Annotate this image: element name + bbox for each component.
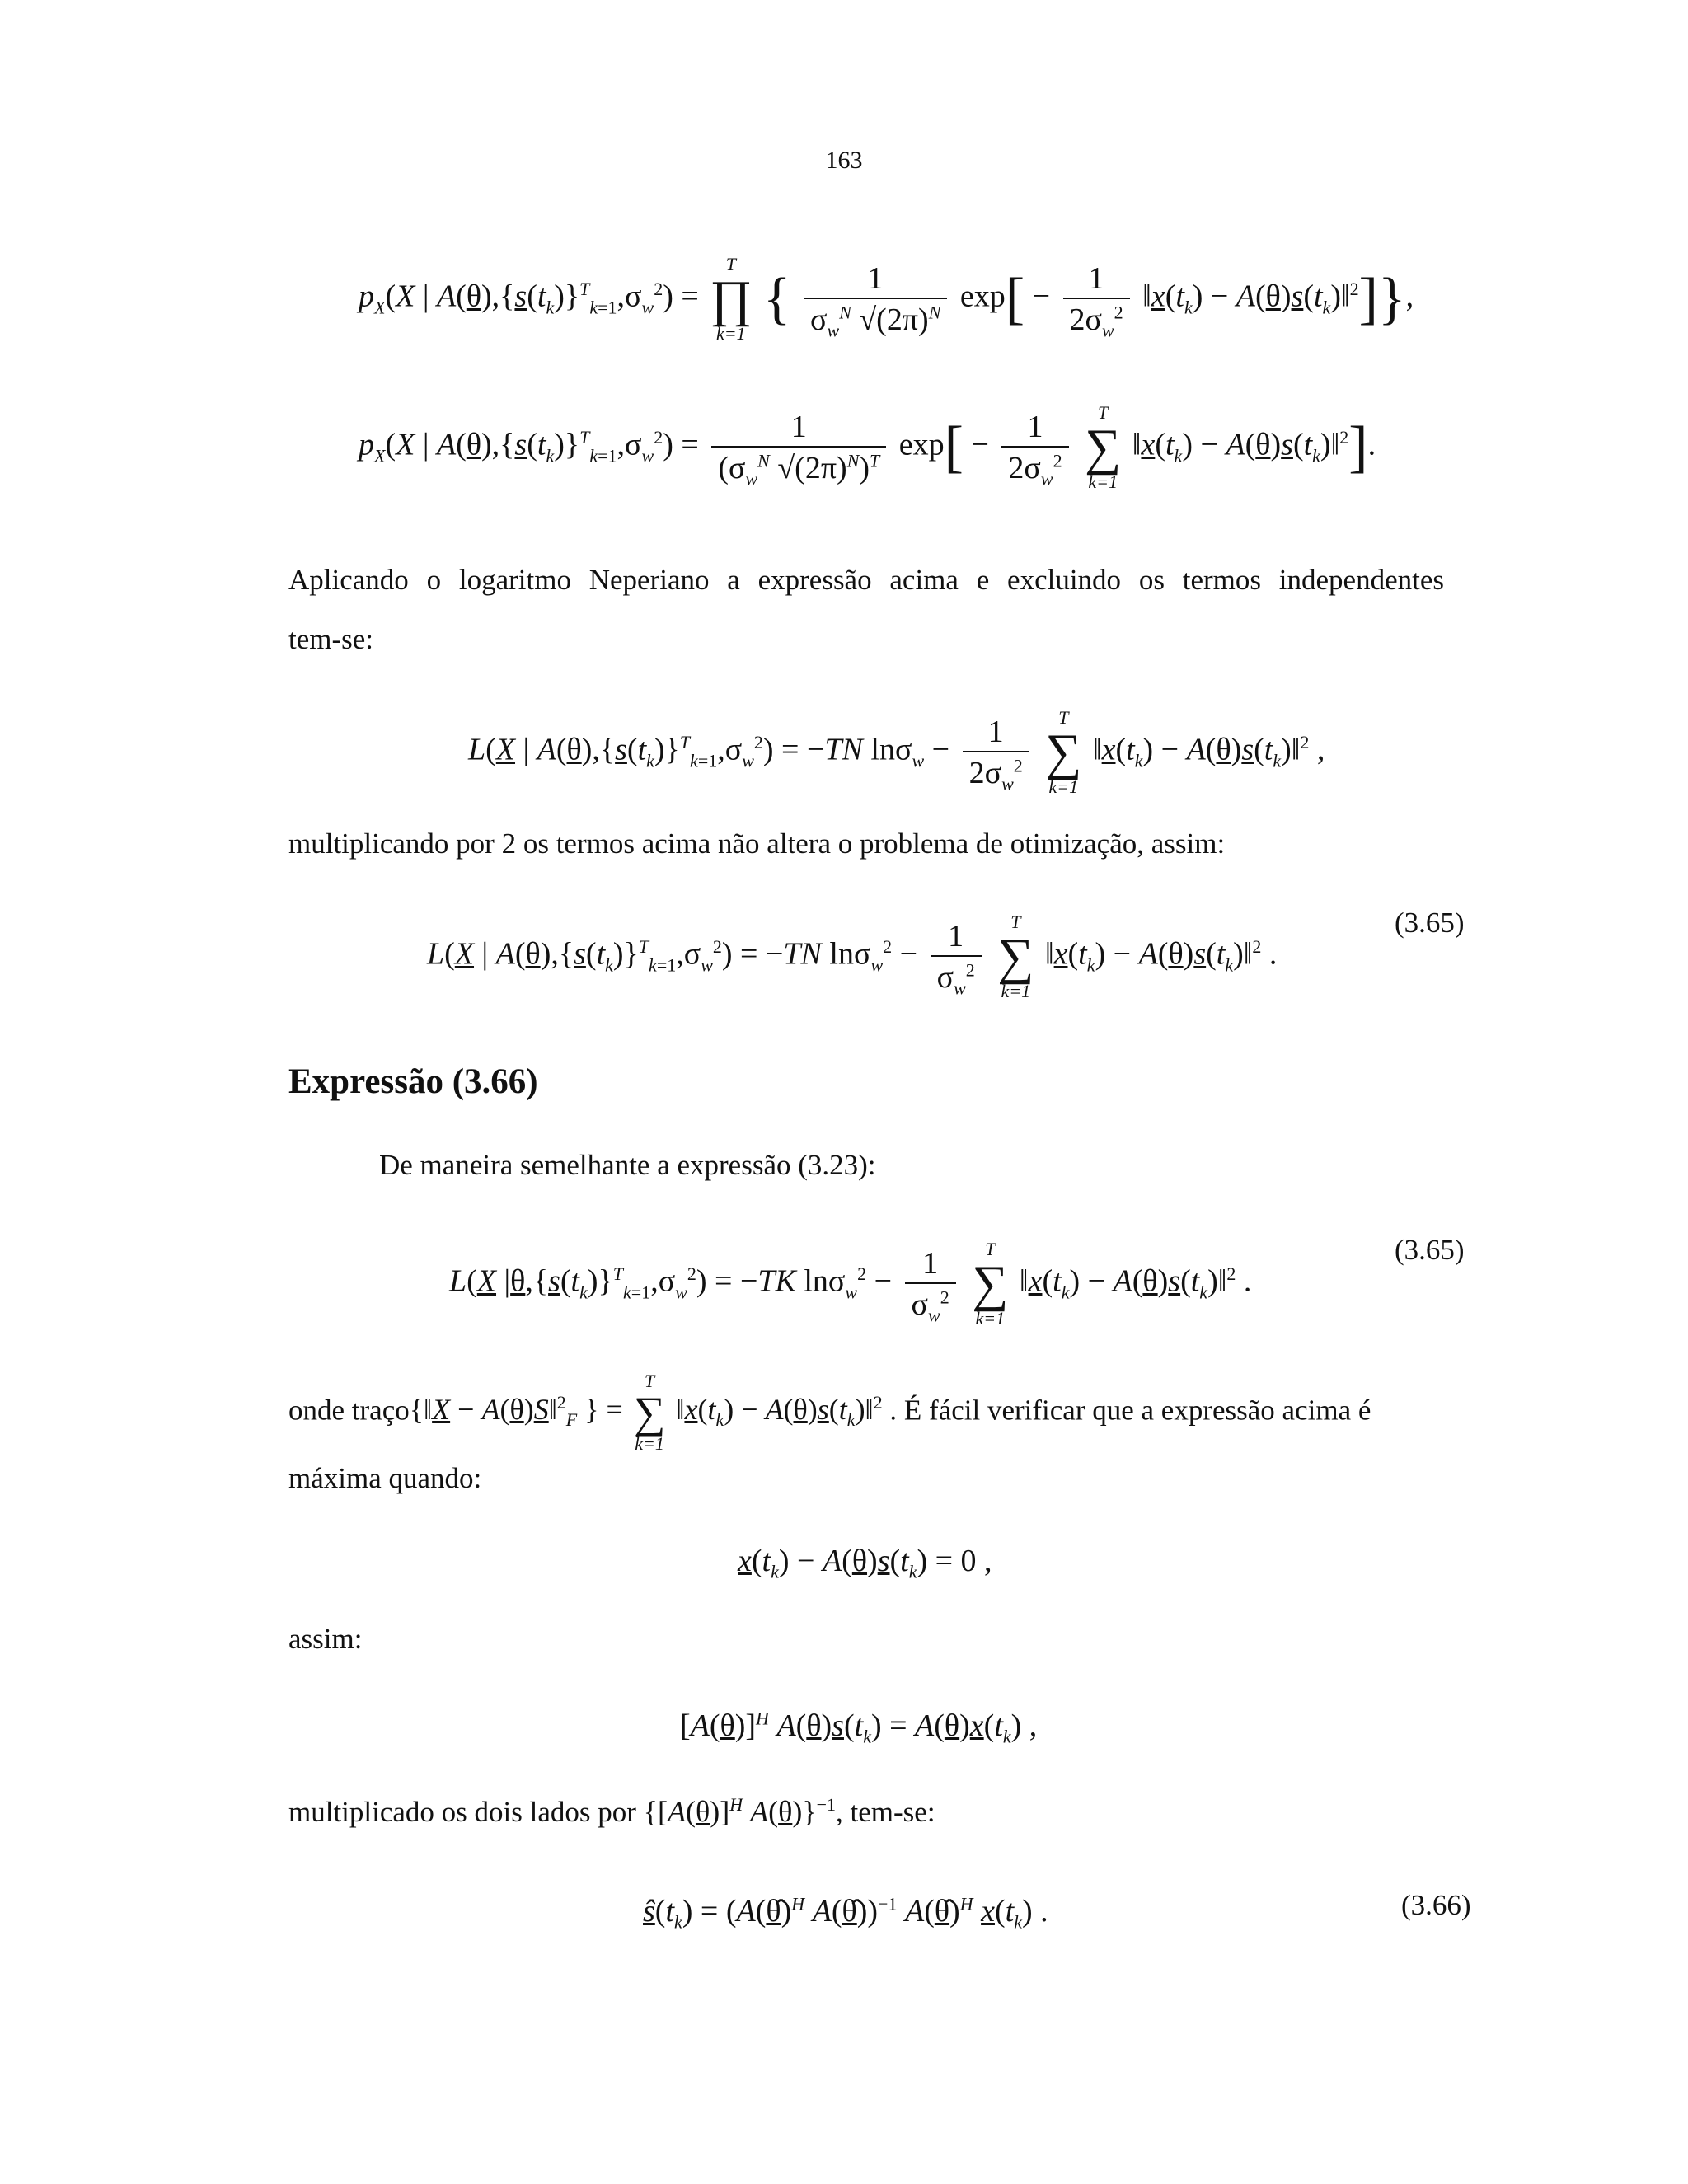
paragraph-log-intro: Aplicando o logaritmo Neperiano a expressão acima e excluindo os termos independentes <box>288 564 1444 596</box>
paragraph-multiply: multiplicando por 2 os termos acima não altera o problema de otimização, assim: <box>288 827 1226 860</box>
equation-3-65-a: L(X | $A(\theta),\{s(t_k)\}^T_{k=1},\sigma_w^2) = -TN$ lnσ$_w^2$ − $\frac{1}{\sigma_w^2}$ T ∑ k=1 $‖x(t_k)$ − $A(\theta)s(t_k)‖^2$ . <box>427 912 1278 1001</box>
paragraph-multiply-sides-suffix: , tem-se: <box>836 1796 935 1828</box>
paragraph-trace-suffix: . É fácil verificar que a expressão acima é <box>889 1394 1372 1427</box>
equation-normal: $[A(\theta)]^H$ $A(\theta)s(t_k) = A(\theta)x(t_k)$ , <box>680 1708 1038 1747</box>
paragraph-multiply-sides <box>288 1793 935 1831</box>
paragraph-max-when: máxima quando: <box>288 1462 482 1494</box>
paragraph-similar: De maneira semelhante a expressão (3.23): <box>379 1149 876 1181</box>
equation-3-66: $ŝ(t_k)$ = (A(θ̂)$^H$ A(θ̂))$^{-1}$ A(θ̂)$^H$ $x(t_k)$ . <box>643 1893 1048 1933</box>
paragraph-log-intro-cont: tem-se: <box>288 623 374 655</box>
inline-equation-trace: {‖X − A(θ)S‖$^2_F$ } = T ∑ k=1 $‖x(t_k)$ − $A(\theta)s(t_k)‖^2$ <box>409 1371 883 1454</box>
paragraph-trace <box>288 1372 1444 1453</box>
page-number: 163 <box>825 147 863 174</box>
section-heading: Expressão (3.66) <box>288 1062 538 1101</box>
equation-number-3-66: (3.66) <box>1401 1889 1471 1921</box>
equation-number-3-65-b: (3.65) <box>1395 1234 1465 1266</box>
equation-log-likelihood: L(X | $A(\theta),\{s(t_k)\}^T_{k=1},\sigma_w^2) = -TN$ lnσ$_w$ − $\frac{1}{2\sigma_w^2}$ T ∑ k=1 $‖x(t_k)$ − $A(\theta)s(t_k)‖^2$ , <box>468 707 1325 797</box>
inline-equation-inverse: {$[A(\theta)]^H$ A(θ)}$^{-1}$ <box>643 1794 837 1828</box>
paragraph-multiply-sides-prefix: multiplicado os dois lados por <box>288 1796 636 1828</box>
equation-number-3-65-a: (3.65) <box>1395 907 1465 939</box>
equation-likelihood-product: $p_X(X$ | $A(\theta),\{s(t_k)\}^T_{k=1},\sigma_w^2$) = T ∏ k=1 { $\frac{1}{\sigma_w^N √(2\pi)^N}$ exp[ − $\frac{1}{2\sigma_w^2}$ $‖x(t_k)$ − $A(\theta)s(t_k)‖^2$]}, <box>359 254 1414 344</box>
equation-zero-residual: $x(t_k) - A(\theta)s(t_k) = 0$ , <box>738 1544 992 1582</box>
paragraph-trace-prefix: onde traço <box>288 1394 410 1427</box>
equation-likelihood-combined: $p_X(X$ | $A(\theta),\{s(t_k)\}^T_{k=1},\sigma_w^2$) = $\frac{1}{(\sigma_w^N √(2\pi)^N)^T}$ exp[ − $\frac{1}{2\sigma_w^2}$ T ∑ k=1 $‖x(t_k)$ − $A(\theta)s(t_k)‖^2$]. <box>359 402 1376 492</box>
paragraph-thus: assim: <box>288 1623 363 1655</box>
equation-3-65-b: L(X $|\theta,\{s(t_k)\}^T_{k=1},\sigma_w^2) = -TK$ lnσ$_w^2$ − $\frac{1}{\sigma_w^2}$ T ∑ k=1 $‖x(t_k)$ − $A(\theta)s(t_k)‖^2$ . <box>449 1239 1252 1329</box>
